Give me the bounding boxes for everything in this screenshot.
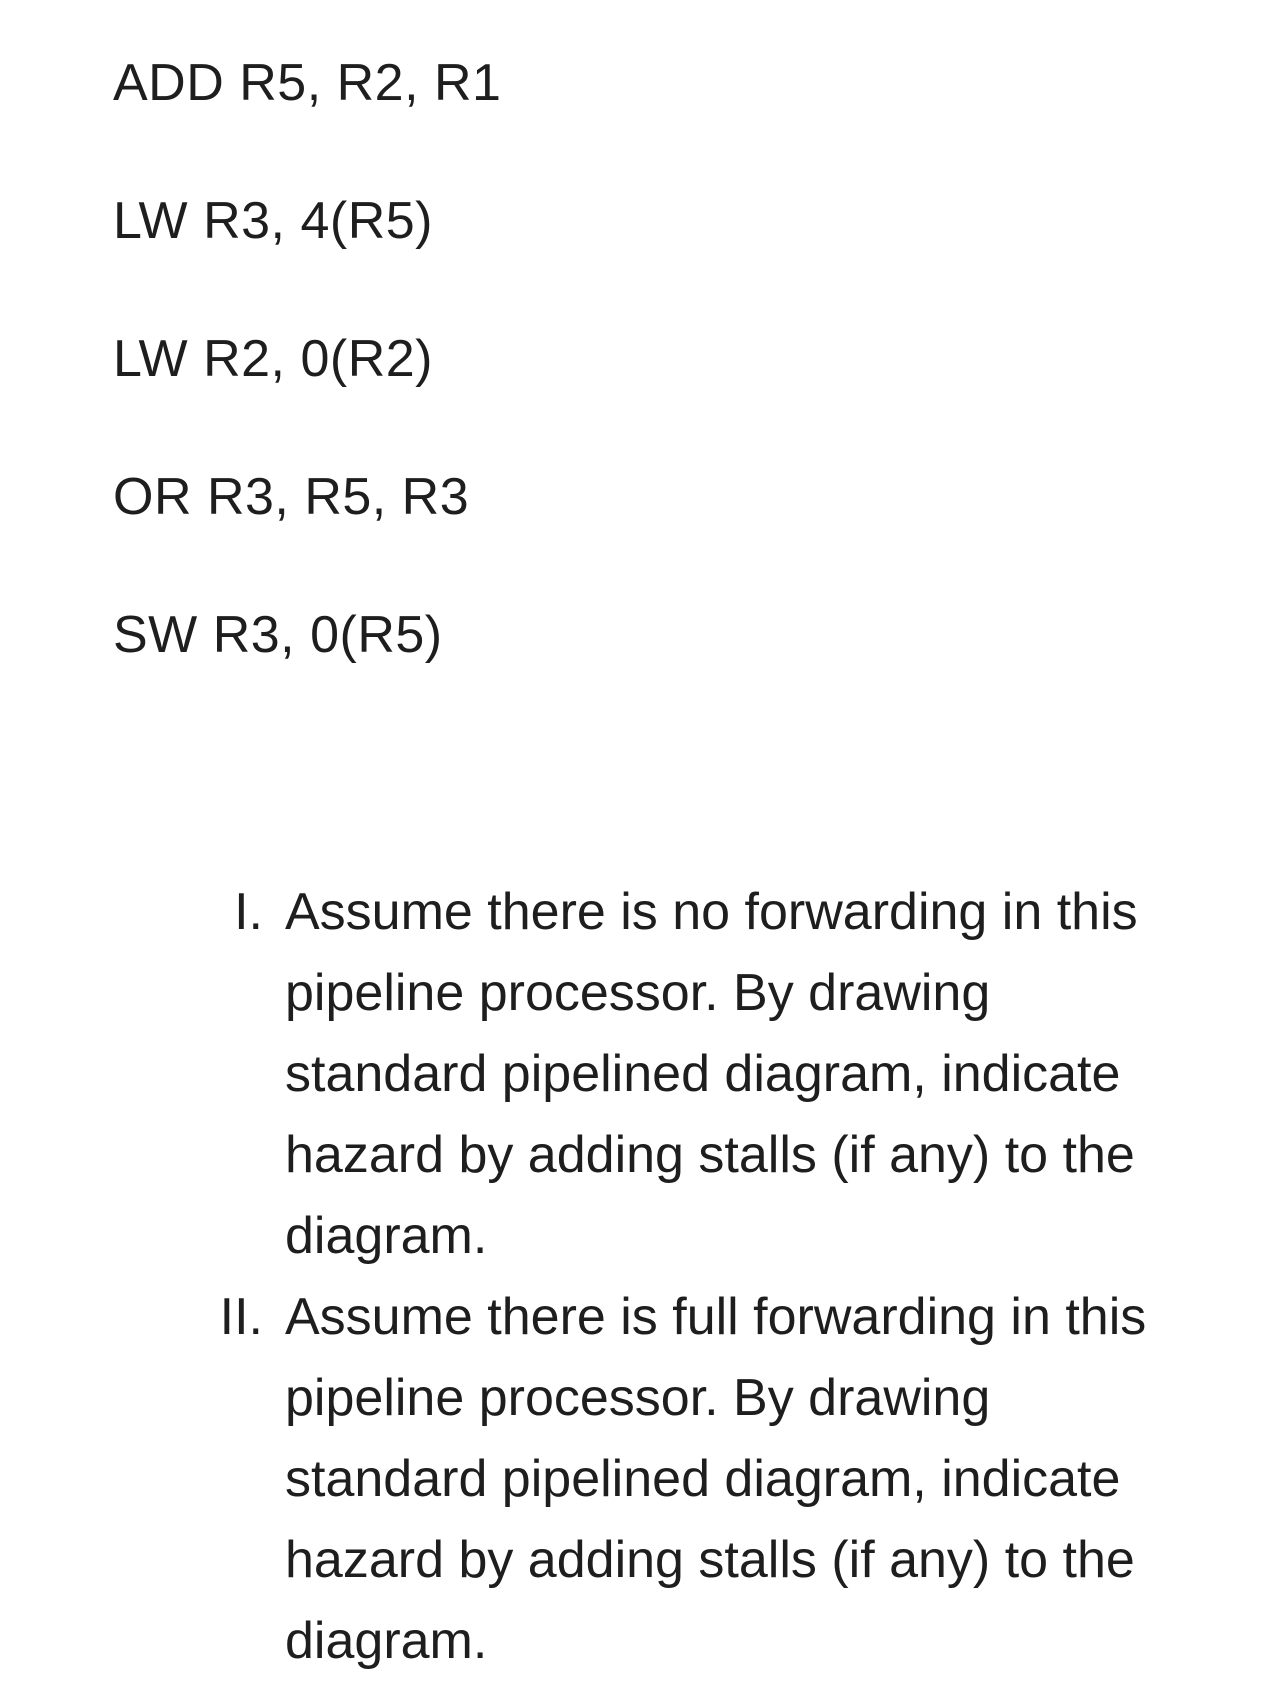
instruction-line: ADD R5, R2, R1 (113, 54, 502, 112)
question-text: Assume there is full forwarding in this pipeline processor. By drawing standard pipelined diagram, indicate hazard by adding stalls (if any) to the diagram. (285, 1288, 1147, 1670)
instruction-line: SW R3, 0(R5) (113, 606, 443, 664)
instruction-line: LW R3, 4(R5) (113, 192, 433, 250)
question-text: Assume there is no forwarding in this pipeline processor. By drawing standard pipelined diagram, indicate hazard by adding stalls (if any) to the diagram. (285, 883, 1138, 1265)
question-list (190, 872, 1190, 1682)
instruction-list (113, 48, 501, 738)
question-item (190, 1277, 1190, 1682)
instruction-line: OR R3, R5, R3 (113, 468, 470, 526)
question-numeral: I. (234, 883, 263, 941)
question-numeral: II. (219, 1288, 263, 1346)
instruction-line: LW R2, 0(R2) (113, 330, 433, 388)
question-item (190, 872, 1190, 1277)
